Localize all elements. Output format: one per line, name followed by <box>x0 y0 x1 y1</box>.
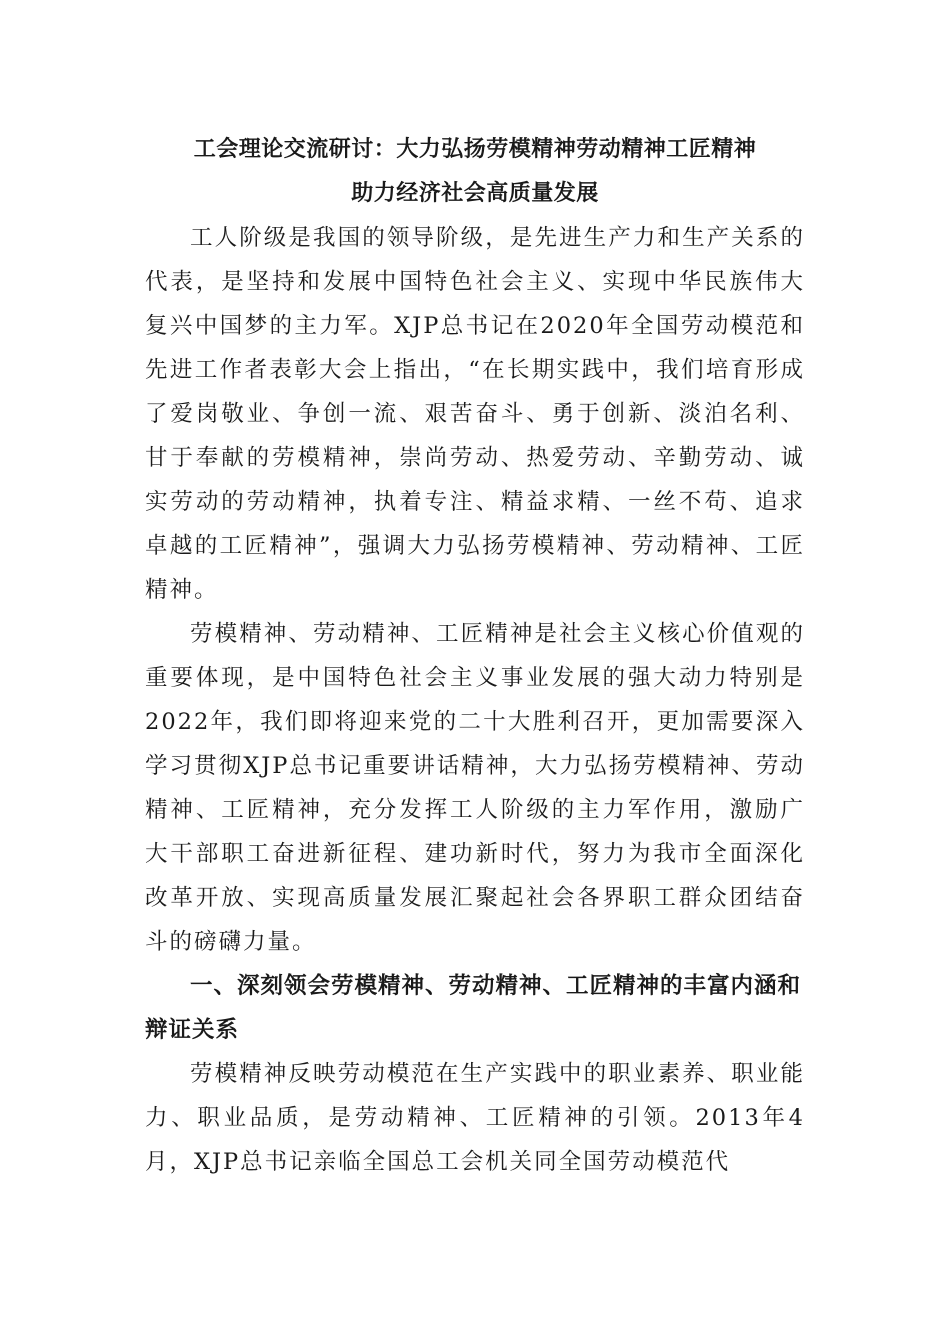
paragraph-1: 工人阶级是我国的领导阶级，是先进生产力和生产关系的代表，是坚持和发展中国特色社会主义、实现中华民族伟大复兴中国梦的主力军。XJP总书记在2020年全国劳动模范和先进工作者表彰大会上指出，“在长期实践中，我们培育形成了爱岗敬业、争创一流、艰苦奋斗、勇于创新、淡泊名利、甘于奉献的劳模精神，崇尚劳动、热爱劳动、辛勤劳动、诚实劳动的劳动精神，执着专注、精益求精、一丝不苟、追求卓越的工匠精神”，强调大力弘扬劳模精神、劳动精神、工匠精神。 <box>145 225 805 603</box>
section-heading-1: 一、深刻领会劳模精神、劳动精神、工匠精神的丰富内涵和辩证关系 <box>145 973 802 1043</box>
document-page <box>145 128 805 1184</box>
paragraph-2: 劳模精神、劳动精神、工匠精神是社会主义核心价值观的重要体现，是中国特色社会主义事业发展的强大动力特别是2022年，我们即将迎来党的二十大胜利召开，更加需要深入学习贯彻XJP总书记重要讲话精神，大力弘扬劳模精神、劳动精神、工匠精神，充分发挥工人阶级的主力军作用，激励广大干部职工奋进新征程、建功新时代，努力为我市全面深化改革开放、实现高质量发展汇聚起社会各界职工群众团结奋斗的磅礴力量。 <box>145 621 805 955</box>
document-title <box>145 128 805 216</box>
title-line-2: 助力经济社会高质量发展 <box>351 181 599 206</box>
title-line-1: 工会理论交流研讨：大力弘扬劳模精神劳动精神工匠精神 <box>193 137 757 162</box>
paragraph-3: 劳模精神反映劳动模范在生产实践中的职业素养、职业能力、职业品质，是劳动精神、工匠精神的引领。2013年4月，XJP总书记亲临全国总工会机关同全国劳动模范代 <box>145 1061 805 1175</box>
